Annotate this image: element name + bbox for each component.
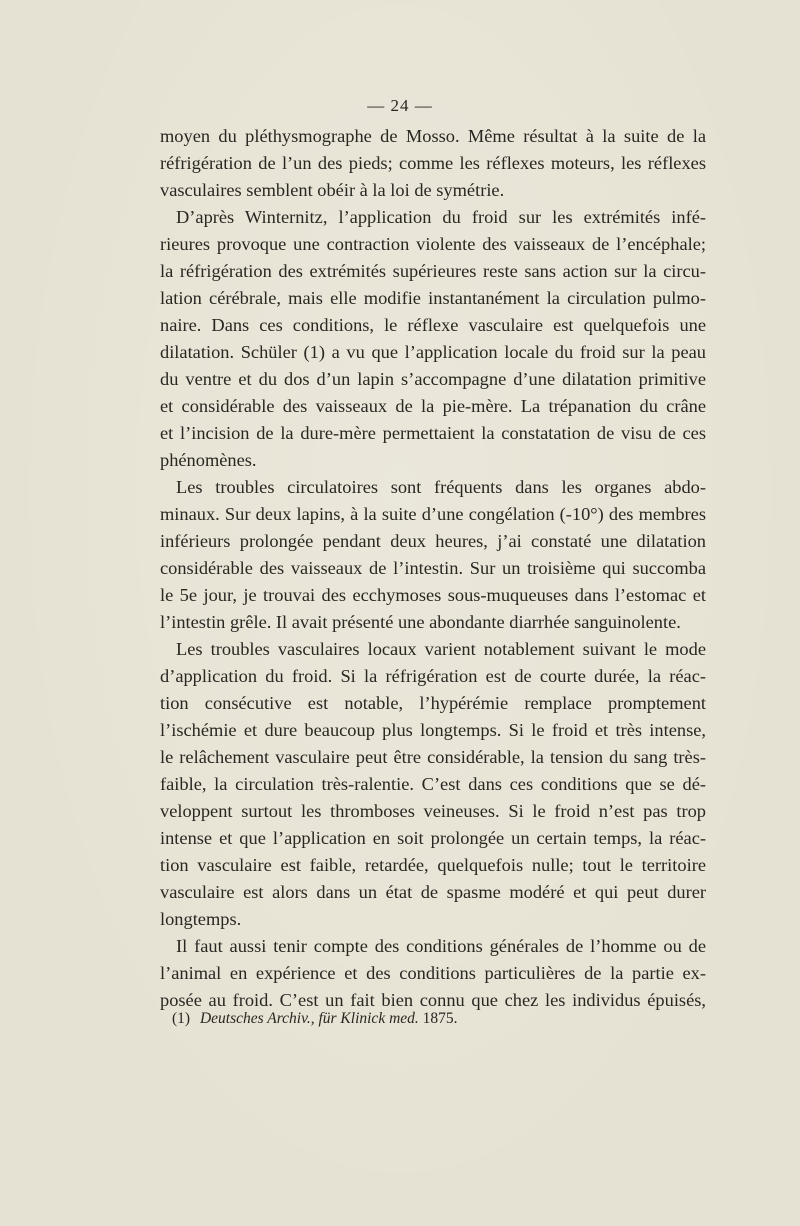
text-line: D’après Winternitz, l’application du froid sur les extrémités infé- bbox=[176, 207, 706, 227]
text-line: rieures provoque une contraction violente des vaisseaux de l’encéphale; bbox=[160, 234, 706, 254]
text-line: phénomènes. bbox=[160, 450, 257, 470]
text-line: tion vasculaire est faible, retardée, quelquefois nulle; tout le territoire bbox=[160, 855, 706, 875]
text-line: d’application du froid. Si la réfrigération est de courte durée, la réac- bbox=[160, 666, 706, 686]
text-line: faible, la circulation très-ralentie. C’est dans ces conditions que se dé- bbox=[160, 774, 706, 794]
text-line: naire. Dans ces conditions, le réflexe vasculaire est quelquefois une bbox=[160, 315, 706, 335]
text-line: inférieurs prolongée pendant deux heures, j’ai constaté une dilatation bbox=[160, 531, 706, 551]
text-line: considérable des vaisseaux de l’intestin. Sur un troisième qui succomba bbox=[160, 558, 706, 578]
text-line: longtemps. bbox=[160, 909, 242, 929]
text-line: le relâchement vasculaire peut être considérable, la tension du sang très- bbox=[160, 747, 706, 767]
text-line: la réfrigération des extrémités supérieures reste sans action sur la circu- bbox=[160, 261, 706, 281]
text-line: vasculaire est alors dans un état de spasme modéré et qui peut durer bbox=[160, 882, 706, 902]
text-line: l’intestin grêle. Il avait présenté une abondante diarrhée sanguinolente. bbox=[160, 612, 681, 632]
text-line: le 5e jour, je trouvai des ecchymoses sous-muqueuses dans l’estomac et bbox=[160, 585, 706, 605]
text-line: réfrigération de l’un des pieds; comme les réflexes moteurs, les réflexes bbox=[160, 153, 706, 173]
text-line: l’animal en expérience et des conditions particulières de la partie ex- bbox=[160, 963, 706, 983]
body-text bbox=[160, 123, 706, 1014]
footnote-number: (1) bbox=[172, 1010, 191, 1027]
text-line: veloppent surtout les thromboses veineuses. Si le froid n’est pas trop bbox=[160, 801, 706, 821]
text-line: vasculaires semblent obéir à la loi de symétrie. bbox=[160, 180, 505, 200]
text-line: Les troubles circulatoires sont fréquents dans les organes abdo- bbox=[176, 477, 706, 497]
text-line: posée au froid. C’est un fait bien connu que chez les individus épuisés, bbox=[160, 990, 706, 1010]
text-line: et considérable des vaisseaux de la pie-mère. La trépanation du crâne bbox=[160, 396, 706, 416]
footnote-year: 1875. bbox=[422, 1010, 458, 1027]
text-line: dilatation. Schüler (1) a vu que l’application locale du froid sur la peau bbox=[160, 342, 706, 362]
text-line: Les troubles vasculaires locaux varient notablement suivant le mode bbox=[176, 639, 706, 659]
text-line: Il faut aussi tenir compte des conditions générales de l’homme ou de bbox=[176, 936, 706, 956]
text-line: et l’incision de la dure-mère permettaient la constatation de visu de ces bbox=[160, 423, 706, 443]
text-line: du ventre et du dos d’un lapin s’accompagne d’une dilatation primitive bbox=[160, 369, 706, 389]
text-line: lation cérébrale, mais elle modifie instantanément la circulation pulmo- bbox=[160, 288, 706, 308]
footnote-source: Deutsches Archiv., für Klinick med. bbox=[199, 1010, 419, 1027]
text-line: moyen du pléthysmographe de Mosso. Même résultat à la suite de la bbox=[160, 126, 706, 146]
text-line: tion consécutive est notable, l’hypérémie remplace promptement bbox=[160, 693, 706, 713]
text-line: minaux. Sur deux lapins, à la suite d’une congélation (-10°) des membres bbox=[160, 504, 706, 524]
page-number: — 24 — bbox=[367, 96, 433, 115]
text-line: intense et que l’application en soit prolongée un certain temps, la réac- bbox=[160, 828, 706, 848]
footnote bbox=[172, 1010, 458, 1028]
text-line: l’ischémie et dure beaucoup plus longtemps. Si le froid et très intense, bbox=[160, 720, 706, 740]
